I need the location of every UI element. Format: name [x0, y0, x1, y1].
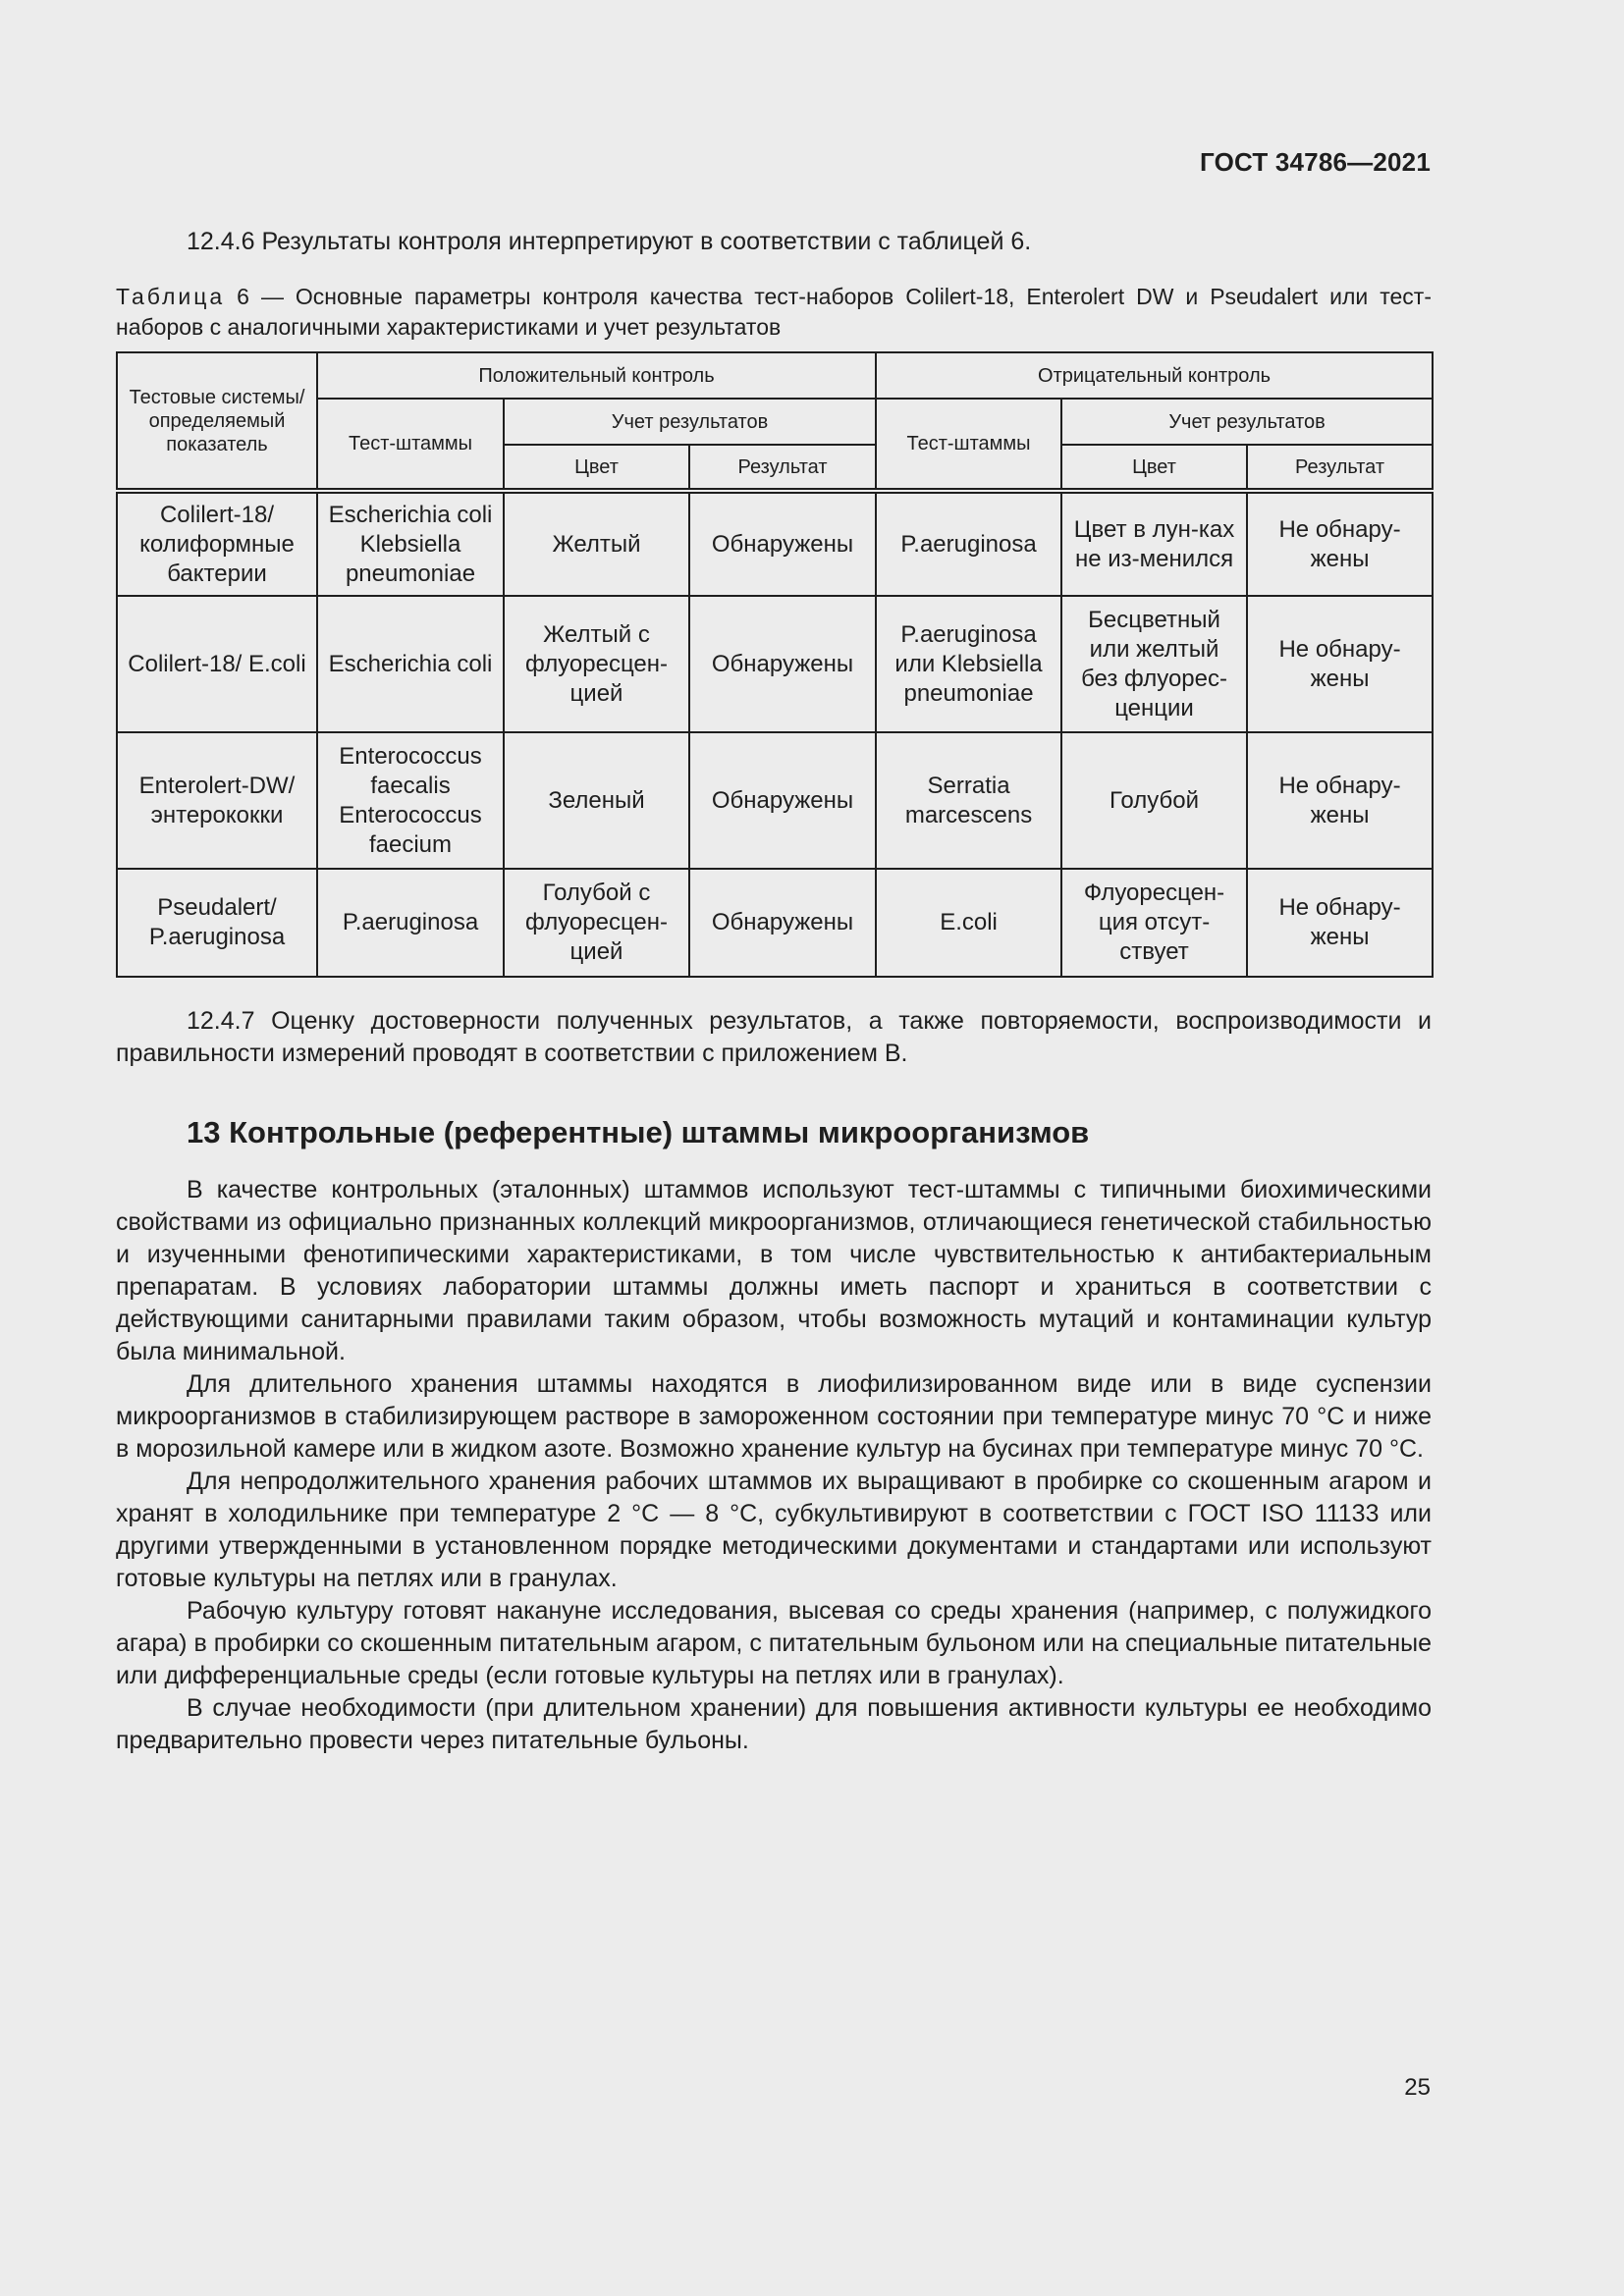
section-paragraph: Рабочую культуру готовят накануне исследования, высевая со среды хранения (например, с полужидкого агара) в пробирки со скошенным питательным агаром, с питательным бульоном или на специальные питательные или дифференциальные среды (если готовые культуры на петлях или в гранулах). [116, 1597, 1432, 1689]
cell-neg-color: Цвет в лун-ках не из-менился [1061, 491, 1247, 596]
paragraph-12-4-6: 12.4.6 Результаты контроля интерпретируют в соответствии с таблицей 6. [187, 228, 1032, 255]
cell-pos-color: Желтый [504, 491, 689, 596]
header-neg-results: Учет результатов [1061, 399, 1433, 445]
table-caption [116, 282, 1432, 343]
table-row [117, 732, 1433, 869]
cell-system: Enterolert-DW/ энтерококки [117, 732, 317, 869]
section-13-heading: 13 Контрольные (референтные) штаммы микроорганизмов [187, 1115, 1090, 1149]
header-positive-control: Положительный контроль [317, 352, 876, 399]
cell-pos-result: Обнаружены [689, 596, 876, 732]
table-row [117, 491, 1433, 596]
cell-neg-result: Не обнару-жены [1247, 596, 1433, 732]
header-pos-strains: Тест-штаммы [317, 399, 504, 491]
table-6 [116, 351, 1434, 978]
header-pos-color: Цвет [504, 445, 689, 491]
cell-pos-result: Обнаружены [689, 732, 876, 869]
table-row [117, 869, 1433, 977]
cell-pos-result: Обнаружены [689, 869, 876, 977]
cell-system: Colilert-18/ E.coli [117, 596, 317, 732]
cell-pos-strains: Escherichia coli [317, 596, 504, 732]
section-paragraph: В случае необходимости (при длительном хранении) для повышения активности культуры ее необходимо предварительно провести через питательные бульоны. [116, 1694, 1432, 1754]
cell-pos-strains: Escherichia coli Klebsiella pneumoniae [317, 491, 504, 596]
cell-neg-strains: P.aeruginosa [876, 491, 1061, 596]
paragraph-12-4-7-block [116, 1005, 1432, 1070]
header-pos-results: Учет результатов [504, 399, 876, 445]
cell-pos-color: Голубой с флуоресцен-цией [504, 869, 689, 977]
cell-neg-strains: Serratia marcescens [876, 732, 1061, 869]
document-code: ГОСТ 34786—2021 [1200, 147, 1431, 177]
cell-system: Pseudalert/ P.aeruginosa [117, 869, 317, 977]
cell-neg-result: Не обнару-жены [1247, 491, 1433, 596]
header-negative-control: Отрицательный контроль [876, 352, 1433, 399]
cell-pos-result: Обнаружены [689, 491, 876, 596]
cell-pos-strains: P.aeruginosa [317, 869, 504, 977]
section-13-body [116, 1174, 1432, 1757]
cell-neg-color: Флуоресцен-ция отсут-ствует [1061, 869, 1247, 977]
page-number: 25 [1404, 2074, 1431, 2101]
section-paragraph: В качестве контрольных (эталонных) штаммов используют тест-штаммы с типичными биохимическими свойствами из официально признанных коллекций микроорганизмов, отличающиеся генетической стабильностью и изученными фенотипическими характеристиками, в том числе чувствительностью к антибактериальным препаратам. В условиях лаборатории штаммы должны иметь паспорт и храниться в соответствии с действующими санитарными правилами таким образом, чтобы возможность мутаций и контаминации культур была минимальной. [116, 1176, 1432, 1365]
table-label: Таблица [116, 284, 226, 309]
cell-pos-strains: Enterococcus faecalis Enterococcus faecium [317, 732, 504, 869]
cell-pos-color: Зеленый [504, 732, 689, 869]
cell-neg-strains: E.coli [876, 869, 1061, 977]
cell-system: Colilert-18/ колиформные бактерии [117, 491, 317, 596]
table-row [117, 596, 1433, 732]
paragraph-12-4-7: 12.4.7 Оценку достоверности полученных результатов, а также повторяемости, воспроизводимости и правильности измерений проводят в соответствии с приложением В. [116, 1007, 1432, 1067]
section-paragraph: Для длительного хранения штаммы находятся в лиофилизированном виде или в виде суспензии микроорганизмов в стабилизирующем растворе в замороженном состоянии при температуре минус 70 °С и ниже в морозильной камере или в жидком азоте. Возможно хранение культур на бусинах при температуре минус 70 °С. [116, 1370, 1432, 1463]
header-pos-result: Результат [689, 445, 876, 491]
cell-pos-color: Желтый с флуоресцен-цией [504, 596, 689, 732]
header-neg-color: Цвет [1061, 445, 1247, 491]
cell-neg-color: Голубой [1061, 732, 1247, 869]
cell-neg-result: Не обнару-жены [1247, 869, 1433, 977]
table-caption-text: 6 — Основные параметры контроля качества тест-наборов Colilert-18, Enterolert DW и Pseudalert или тест-наборов с аналогичными характеристиками и учет результатов [116, 284, 1432, 340]
cell-neg-color: Бесцветный или желтый без флуорес-ценции [1061, 596, 1247, 732]
header-test-system: Тестовые системы/ определяемый показатель [117, 352, 317, 491]
cell-neg-strains: P.aeruginosa или Klebsiella pneumoniae [876, 596, 1061, 732]
section-paragraph: Для непродолжительного хранения рабочих штаммов их выращивают в пробирке со скошенным агаром и хранят в холодильнике при температуре 2 °С — 8 °С, субкультивируют в соответствии с ГОСТ ISO 11133 или другими утвержденными в установленном порядке методическими документами и стандартами или используют готовые культуры на петлях или в гранулах. [116, 1468, 1432, 1592]
cell-neg-result: Не обнару-жены [1247, 732, 1433, 869]
header-neg-result: Результат [1247, 445, 1433, 491]
header-neg-strains: Тест-штаммы [876, 399, 1061, 491]
